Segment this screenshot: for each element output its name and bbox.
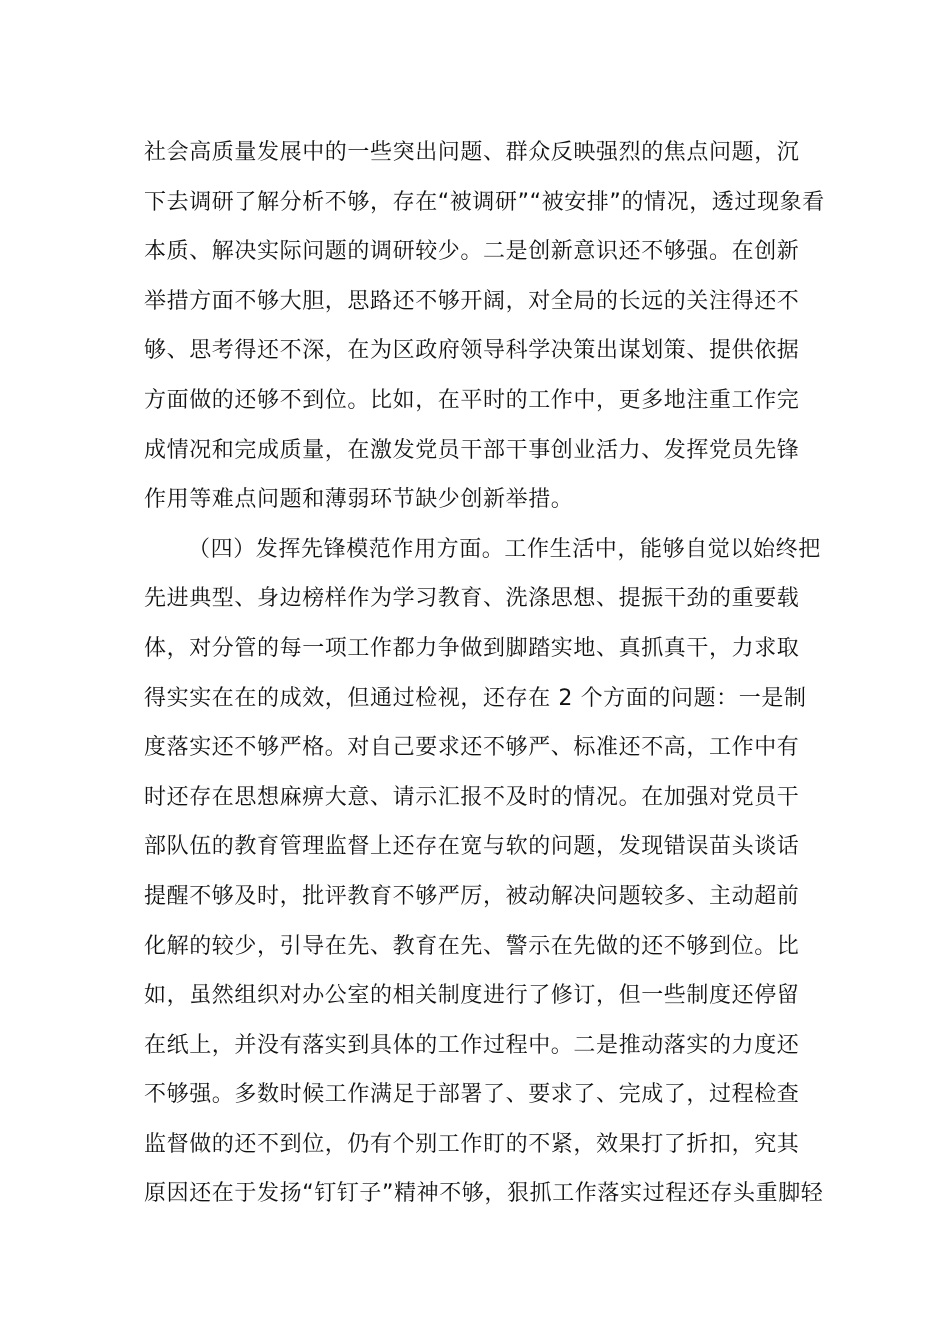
- section-heading-line: （四）发挥先锋模范作用方面。工作生活中，能够自觉以始终把: [188, 536, 821, 562]
- text-line: 原因还在于发扬“钉钉子”精神不够，狠抓工作落实过程还存头重脚轻: [144, 1181, 824, 1207]
- text-line: 社会高质量发展中的一些突出问题、群众反映强烈的焦点问题，沉: [144, 140, 800, 165]
- text-line: 举措方面不够大胆，思路还不够开阔，对全局的长远的关注得还不: [144, 288, 800, 314]
- text-line: 监督做的还不到位，仍有个别工作盯的不紧，效果打了折扣，究其: [144, 1131, 800, 1157]
- text-line: 本质、解决实际问题的调研较少。二是创新意识还不够强。在创新: [144, 239, 800, 265]
- text-line: 够、思考得还不深，在为区政府领导科学决策出谋划策、提供依据: [144, 338, 800, 364]
- text-line: 在纸上，并没有落实到具体的工作过程中。二是推动落实的力度还: [144, 1032, 800, 1058]
- text-line: 下去调研了解分析不够，存在“被调研”“被安排”的情况，透过现象看: [144, 189, 825, 215]
- text-line: 度落实还不够严格。对自己要求还不够严、标准还不高，工作中有: [144, 735, 800, 761]
- text-line: 不够强。多数时候工作满足于部署了、要求了、完成了，过程检查: [144, 1082, 800, 1108]
- text-line: 成情况和完成质量，在激发党员干部干事创业活力、发挥党员先锋: [144, 437, 800, 463]
- text-line: 得实实在在的成效，但通过检视，还存在 2 个方面的问题：一是制: [144, 685, 807, 711]
- text-line: 提醒不够及时，批评教育不够严厉，被动解决问题较多、主动超前: [144, 883, 800, 909]
- text-line: 部队伍的教育管理监督上还存在宽与软的问题，发现错误苗头谈话: [144, 834, 800, 860]
- text-line: 体，对分管的每一项工作都力争做到脚踏实地、真抓真干，力求取: [144, 635, 800, 661]
- text-line: 先进典型、身边榜样作为学习教育、洗涤思想、提振干劲的重要载: [144, 586, 800, 612]
- text-line: 方面做的还够不到位。比如，在平时的工作中，更多地注重工作完: [144, 387, 800, 413]
- text-line: 时还存在思想麻痹大意、请示汇报不及时的情况。在加强对党员干: [144, 784, 800, 810]
- text-line: 作用等难点问题和薄弱环节缺少创新举措。: [144, 487, 574, 513]
- body-text: [144, 128, 825, 1219]
- text-line: 化解的较少，引导在先、教育在先、警示在先做的还不够到位。比: [144, 933, 800, 959]
- text-line: 如，虽然组织对办公室的相关制度进行了修订，但一些制度还停留: [144, 983, 800, 1009]
